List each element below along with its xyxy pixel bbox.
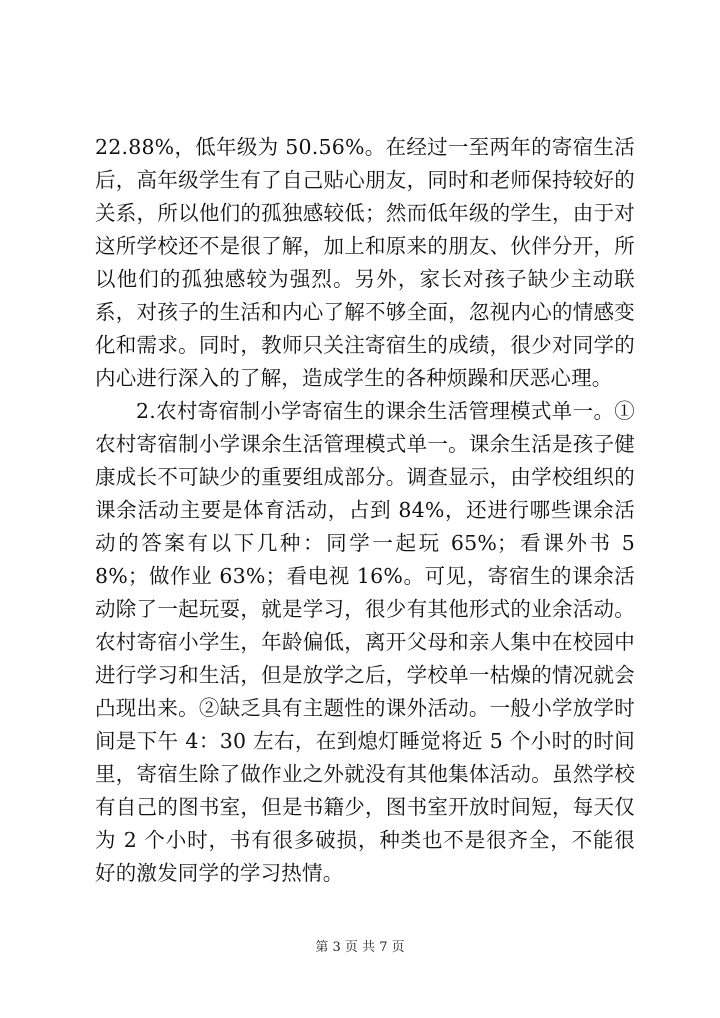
paragraph-continuation: 22.88%，低年级为 50.56%。在经过一至两年的寄宿生活后，高年级学生有了自己贴心朋友，同时和老师保持较好的关系，所以他们的孤独感较低；然而低年级的学生，由于对这所学校还不是很了解，加上和原来的朋友、伙伴分开，所以他们的孤独感较为强烈。另外，家长对孩子缺少主动联系，对孩子的生活和内心了解不够全面，忽视内心的情感变化和需求。同时，教师只关注寄宿生的成绩，很少对同学的内心进行深入的了解，造成学生的各种烦躁和厌恶心理。 — [95, 135, 635, 390]
document-body — [95, 131, 635, 890]
paragraph-section-2: 2.农村寄宿制小学寄宿生的课余生活管理模式单一。①农村寄宿制小学课余生活管理模式单一。课余生活是孩子健康成长不可缺少的重要组成部分。调查显示，由学校组织的课余活动主要是体育活动，占到 84%，还进行哪些课余活动的答案有以下几种：同学一起玩 65%；看课外书 58%；做作业 63%；看电视 16%。可见，寄宿生的课余活动除了一起玩耍，就是学习，很少有其他形式的业余活动。农村寄宿小学生，年龄偏低，离开父母和亲人集中在校园中进行学习和生活，但是放学之后，学校单一枯燥的情况就会凸现出来。②缺乏具有主题性的课外活动。一般小学放学时间是下午 4：30 左右，在到熄灯睡觉将近 5 个小时的时间里，寄宿生除了做作业之外就没有其他集体活动。虽然学校有自己的图书室，但是书籍少，图书室开放时间短，每天仅为 2 个小时，书有很多破损，种类也不是很齐全，不能很好的激发同学的学习热情。 — [95, 399, 635, 885]
page-number-label: 第 3 页 共 7 页 — [315, 940, 405, 955]
page-footer — [0, 940, 720, 956]
